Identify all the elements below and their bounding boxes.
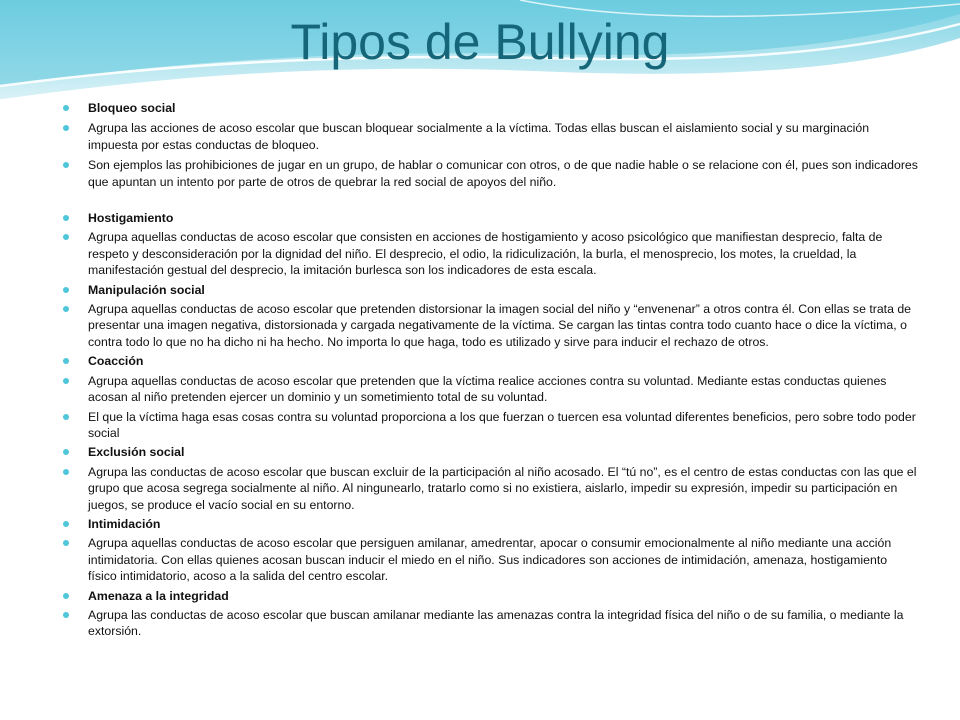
list-item: Agrupa aquellas conductas de acoso escolar que pretenden que la víctima realice acciones contra su voluntad. Mediante estas conductas quienes acosan al niño pretenden ejercer un dominio y un sometimiento total de su voluntad. [63,373,918,406]
section-heading-hostigamiento: Hostigamiento [63,210,918,226]
bullet-icon [63,162,69,168]
list-item: El que la víctima haga esas cosas contra su voluntad proporciona a los que fuerzan o tuercen esa voluntad diferentes beneficios, pero sobre todo poder social [63,409,918,442]
slide-title: Tipos de Bullying [290,14,670,70]
section-heading-bloqueo: Bloqueo social [63,100,918,116]
bullet-list [63,100,918,640]
list-item: Agrupa las conductas de acoso escolar que buscan excluir de la participación al niño acosado. El “tú no”, es el centro de estas conductas con las que el grupo que acosa segrega socialmente al niño. Al ningunearlo, tratarlo como si no existiera, aislarlo, impedir su expresión, impedir su participación en juegos, se produce el vacío social en su entorno. [63,464,918,513]
bullet-icon [63,234,69,240]
list-item: Agrupa aquellas conductas de acoso escolar que pretenden distorsionar la imagen social del niño y “envenenar” a otros contra él. Con ellas se trata de presentar una imagen negativa, distorsionada y cargada negativamente de la víctima. Se cargan las tintas contra todo cuanto hace o dice la víctima, o contra todo lo que no ha dicho ni ha hecho. No importa lo que haga, todo es utilizado y sirve para inducir el rechazo de otros. [63,301,918,350]
bullet-icon [63,540,69,546]
bullet-icon [63,593,69,599]
section-heading-coaccion: Coacción [63,353,918,369]
section-heading-amenaza: Amenaza a la integridad [63,588,918,604]
bullet-icon [63,287,69,293]
section-heading-intimidacion: Intimidación [63,516,918,532]
bullet-icon [63,469,69,475]
section-heading-exclusion: Exclusión social [63,444,918,460]
list-item: Agrupa aquellas conductas de acoso escolar que consisten en acciones de hostigamiento y acoso psicológico que manifiestan desprecio, falta de respeto y desconsideración por la dignidad del niño. El desprecio, el odio, la ridiculización, la burla, el menosprecio, los motes, la crueldad, la manifestación gestual del desprecio, la imitación burlesca son los indicadores de esta escala. [63,229,918,278]
bullet-icon [63,105,69,111]
bullet-icon [63,612,69,618]
bullet-icon [63,215,69,221]
bullet-icon [63,125,69,131]
section-heading-manipulacion: Manipulación social [63,282,918,298]
bullet-icon [63,378,69,384]
list-item: Agrupa aquellas conductas de acoso escolar que persiguen amilanar, amedrentar, apocar o consumir emocionalmente al niño mediante una acción intimidatoria. Con ellas quienes acosan buscan inducir el miedo en el niño. Sus indicadores son acciones de intimidación, amenaza, hostigamiento físico intimidatorio, acoso a la salida del centro escolar. [63,535,918,584]
bullet-icon [63,358,69,364]
bullet-icon [63,414,69,420]
bullet-icon [63,521,69,527]
list-item: Son ejemplos las prohibiciones de jugar en un grupo, de hablar o comunicar con otros, o de que nadie hable o se relacione con él, pues son indicadores que apuntan un intento por parte de otros de quebrar la red social de apoyos del niño. [63,157,918,190]
list-item: Agrupa las conductas de acoso escolar que buscan amilanar mediante las amenazas contra la integridad física del niño o de su familia, o mediante la extorsión. [63,607,918,640]
list-item: Agrupa las acciones de acoso escolar que buscan bloquear socialmente a la víctima. Todas ellas buscan el aislamiento social y su marginación impuesta por estas conductas de bloqueo. [63,120,918,153]
bullet-icon [63,449,69,455]
bullet-icon [63,306,69,312]
